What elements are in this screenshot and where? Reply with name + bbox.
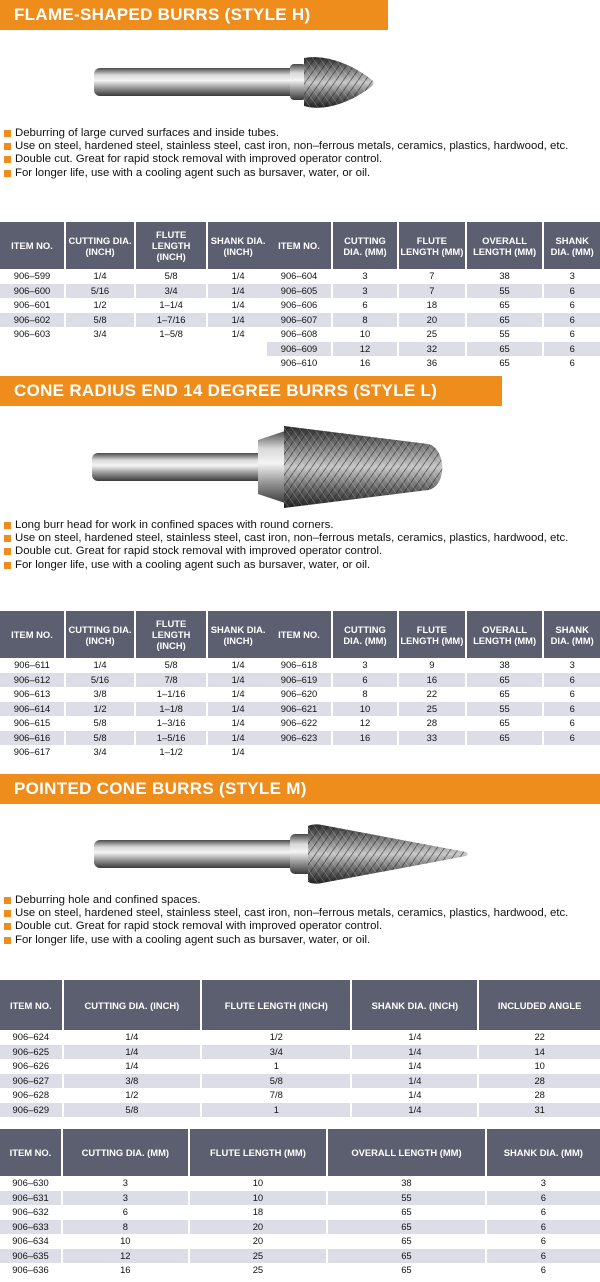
cell: 906–618 [280,659,318,670]
cell: 1/4 [231,688,245,699]
cell: 1/4 [208,284,268,299]
feature-item: Use on steel, hardened steel, stainless steel, cast iron, non–ferrous metals, ceramics, plastics, hardwood, etc. [2,907,590,920]
cell: 906–615 [13,717,51,728]
cell: 65 [328,1249,485,1264]
cell: 906–625 [0,1045,62,1060]
table-row [0,745,268,760]
table-row [267,313,600,328]
cell: 906–616 [0,731,64,746]
cell: 906–632 [12,1206,49,1217]
cell: 1/4 [352,1045,477,1060]
cell: 6 [544,284,600,299]
col-header: SHANK DIA. (MM) [487,1129,600,1176]
cell: 16 [120,1264,131,1275]
table-row [267,658,600,673]
col-header: CUTTING DIA. (MM) [333,611,397,658]
cell: 65 [328,1220,485,1235]
cell: 14 [479,1045,600,1060]
cell: 3 [362,270,368,281]
cell: 65 [499,299,510,310]
cell: 5/8 [66,731,134,746]
cell: 7 [399,284,465,299]
cell: 906–614 [0,702,64,717]
cell: 6 [569,299,575,310]
cell: 6 [544,702,600,717]
table-row [267,269,600,284]
cell: 55 [499,328,510,339]
cell: 5/16 [66,673,134,688]
cell: 906–600 [0,284,64,299]
table-row [0,1249,600,1264]
table-row [0,269,268,284]
cell: 906–611 [14,659,50,670]
feature-list-style-l [2,519,590,572]
cell: 1–7/16 [136,313,206,328]
cell: 25 [190,1249,326,1264]
cell: 1/4 [231,299,245,310]
cell: 5/8 [202,1074,350,1089]
cell: 1–1/2 [159,746,183,757]
col-header: CUTTING DIA. (MM) [333,222,397,269]
table-row [0,1074,600,1089]
cell: 12 [333,342,397,357]
col-header: ITEM NO. [0,980,62,1030]
feature-item: Use on steel, hardened steel, stainless steel, cast iron, non–ferrous metals, ceramics, plastics, hardwood, etc. [2,140,590,153]
cell: 6 [569,717,575,728]
cell: 7 [429,270,435,281]
cell: 25 [252,1264,264,1275]
flame-burr-icon [90,44,375,120]
table-row [0,1103,600,1118]
cell: 906–629 [0,1103,62,1118]
cone-radius-burr-icon [88,420,450,514]
cell: 1/4 [408,1089,422,1100]
table-row [0,298,268,313]
cell: 1–5/16 [136,731,206,746]
table-row [0,1045,600,1060]
cell: 6 [544,313,600,328]
col-header: ITEM NO. [267,611,331,658]
cell: 1/4 [208,702,268,717]
table-row [0,702,268,717]
cell: 3 [362,659,368,670]
cell: 3/4 [136,284,206,299]
cell: 5/8 [164,270,178,281]
cell: 6 [122,1206,128,1217]
cell: 906–635 [0,1249,61,1264]
cell: 906–626 [12,1060,50,1071]
feature-item: Double cut. Great for rapid stock removal with improved operator control. [2,545,590,558]
table-row [267,731,600,746]
col-header: FLUTE LENGTH (INCH) [136,222,206,269]
table-row [267,702,600,717]
table-row [0,1234,600,1249]
cell: 906–630 [12,1177,49,1188]
cell: 1/4 [231,717,245,728]
cell: 906–613 [13,688,51,699]
cell: 906–604 [280,270,318,281]
cell: 906–608 [280,328,318,339]
cell: 906–606 [280,299,318,310]
cell: 906–633 [0,1220,61,1235]
cell: 1/4 [93,270,107,281]
cell: 1/4 [64,1045,201,1060]
col-header: SHANK DIA. (INCH) [352,980,477,1030]
cell: 1/4 [231,270,245,281]
col-header: ITEM NO. [0,611,64,658]
cell: 906–621 [267,702,331,717]
cell: 25 [426,328,438,339]
cell: 12 [359,717,371,728]
cell: 9 [429,659,435,670]
cell: 1/4 [231,659,245,670]
cell: 10 [120,1235,131,1246]
feature-item: Double cut. Great for rapid stock removal with improved operator control. [2,153,590,166]
col-header: SHANK DIA. (INCH) [208,611,268,658]
feature-item: Long burr head for work in confined spaces with round corners. [2,519,590,532]
cell: 5/16 [66,284,134,299]
cell: 8 [333,313,397,328]
cell: 5/8 [93,717,107,728]
cell: 65 [467,673,543,688]
cell: 906–610 [280,357,318,368]
cell: 1/2 [66,702,134,717]
cell: 6 [540,1264,546,1275]
feature-item: Deburring of large curved surfaces and inside tubes. [2,127,590,140]
cell: 6 [487,1249,600,1264]
cell: 3/4 [202,1045,350,1060]
col-header: OVERALL LENGTH (MM) [328,1129,485,1176]
cell: 1/4 [208,673,268,688]
section-title-style-m: POINTED CONE BURRS (STYLE M) [0,774,600,804]
cell: 5/8 [64,1103,201,1118]
col-header: CUTTING DIA. (MM) [63,1129,188,1176]
cell: 906–603 [13,328,51,339]
cell: 6 [540,1206,546,1217]
cell: 6 [362,299,368,310]
cell: 18 [252,1206,264,1217]
cell: 3/8 [93,688,107,699]
table-row [267,716,600,731]
cell: 16 [359,357,371,368]
col-header: SHANK DIA. (MM) [544,611,600,658]
cell: 1/4 [352,1074,477,1089]
table-row [0,313,268,328]
cell: 65 [401,1235,412,1246]
cell: 12 [63,1249,188,1264]
cell: 6 [569,688,575,699]
cell: 3/4 [93,328,107,339]
cell: 8 [362,688,368,699]
cell: 65 [401,1206,412,1217]
spec-table-mm-style-h [265,222,600,371]
col-header: FLUTE LENGTH (INCH) [136,611,206,658]
cell: 7/8 [136,673,206,688]
cell: 6 [569,357,575,368]
cell: 65 [467,313,543,328]
table-row [0,658,268,673]
table-row [0,1205,600,1220]
cell: 906–623 [267,731,331,746]
cell: 906–628 [12,1089,50,1100]
cell: 3 [122,1177,128,1188]
feature-list-style-h [2,127,590,180]
cell: 906–601 [13,299,51,310]
col-header: CUTTING DIA. (INCH) [66,611,134,658]
cell: 10 [333,702,397,717]
cell: 3 [333,284,397,299]
table-row [0,1059,600,1074]
cell: 906–599 [13,270,51,281]
cell: 906–612 [0,673,64,688]
table-row [0,1220,600,1235]
table-row [0,284,268,299]
cell: 1/4 [231,746,245,757]
cell: 906–631 [0,1191,61,1206]
cell: 10 [252,1177,264,1188]
cell: 25 [399,702,465,717]
cell: 906–605 [267,284,331,299]
cell: 7/8 [269,1089,283,1100]
table-row [267,673,600,688]
cell: 31 [479,1103,600,1118]
cell: 28 [534,1089,545,1100]
cell: 3 [569,270,575,281]
cell: 55 [467,284,543,299]
spec-table-mm-style-m [0,1129,600,1278]
col-header: OVERALL LENGTH (MM) [467,611,543,658]
cell: 33 [399,731,465,746]
cell: 6 [544,342,600,357]
feature-item: For longer life, use with a cooling agent such as bursaver, water, or oil. [2,167,590,180]
feature-item: Use on steel, hardened steel, stainless steel, cast iron, non–ferrous metals, ceramics, plastics, hardwood, etc. [2,532,590,545]
section-title-style-l: CONE RADIUS END 14 DEGREE BURRS (STYLE L) [0,376,502,406]
feature-list-style-m [2,894,590,947]
table-row [0,1263,600,1278]
cell: 32 [399,342,465,357]
cell: 3 [569,659,575,670]
spec-table-inch-style-l [0,611,270,760]
cell: 6 [487,1191,600,1206]
cell: 3/8 [64,1074,201,1089]
table-row [267,284,600,299]
cell: 16 [399,673,465,688]
cell: 1/4 [231,328,245,339]
cell: 906–602 [0,313,64,328]
table-row [0,327,268,342]
cell: 6 [487,1220,600,1235]
cell: 1/4 [408,1031,422,1042]
cell: 906–622 [280,717,318,728]
cell: 55 [328,1191,485,1206]
table-row [267,356,600,371]
cell: 10 [359,328,371,339]
cell: 38 [499,270,510,281]
cell: 20 [252,1235,264,1246]
col-header: FLUTE LENGTH (INCH) [202,980,350,1030]
feature-item: For longer life, use with a cooling agent such as bursaver, water, or oil. [2,934,590,947]
cell: 1–3/16 [156,717,186,728]
col-header: SHANK DIA. (MM) [544,222,600,269]
cell: 3 [540,1177,546,1188]
table-row [0,731,268,746]
cell: 5/8 [164,659,178,670]
cell: 1/4 [352,1103,477,1118]
cell: 65 [467,342,543,357]
section-title-style-h: FLAME-SHAPED BURRS (STYLE H) [0,0,388,30]
cell: 906–619 [267,673,331,688]
table-row [0,1176,600,1191]
cell: 38 [499,659,510,670]
cell: 16 [333,731,397,746]
table-row [0,1191,600,1206]
cell: 1 [202,1103,350,1118]
cell: 1/4 [125,1060,139,1071]
col-header: FLUTE LENGTH (MM) [399,222,465,269]
cell: 65 [499,357,510,368]
cell: 10 [534,1060,545,1071]
spec-table-inch-style-h [0,222,270,342]
cell: 1/4 [125,1031,139,1042]
table-row [0,673,268,688]
cell: 1/2 [93,299,107,310]
col-header: SHANK DIA. (INCH) [208,222,268,269]
table-row [267,298,600,313]
col-header: INCLUDED ANGLE [479,980,600,1030]
cell: 1/4 [208,313,268,328]
cell: 28 [479,1074,600,1089]
cell: 906–624 [12,1031,50,1042]
cell: 906–627 [0,1074,62,1089]
cell: 3/4 [93,746,107,757]
cell: 20 [190,1220,326,1235]
table-row [0,687,268,702]
cell: 1/4 [208,731,268,746]
col-header: CUTTING DIA. (INCH) [66,222,134,269]
cell: 906–636 [12,1264,49,1275]
col-header: OVERALL LENGTH (MM) [467,222,543,269]
cell: 1/2 [269,1031,283,1042]
cell: 65 [499,688,510,699]
cell: 55 [467,702,543,717]
cell: 28 [426,717,438,728]
spec-table-mm-style-l [265,611,600,745]
cell: 22 [426,688,438,699]
pointed-cone-burr-icon [90,820,470,888]
cell: 906–617 [13,746,51,757]
col-header: FLUTE LENGTH (MM) [190,1129,326,1176]
col-header: CUTTING DIA. (INCH) [64,980,201,1030]
cell: 1–1/16 [156,688,186,699]
cell: 1 [273,1060,279,1071]
cell: 6 [540,1235,546,1246]
col-header: ITEM NO. [0,1129,61,1176]
cell: 8 [63,1220,188,1235]
cell: 1–1/4 [159,299,183,310]
spec-table-inch-style-m [0,980,600,1117]
cell: 1/4 [93,659,107,670]
cell: 18 [426,299,438,310]
cell: 65 [499,717,510,728]
cell: 1/4 [408,1060,422,1071]
cell: 65 [401,1264,412,1275]
feature-item: Deburring hole and confined spaces. [2,894,590,907]
cell: 36 [426,357,438,368]
cell: 1/2 [125,1089,139,1100]
cell: 906–607 [267,313,331,328]
cell: 906–634 [12,1235,49,1246]
cell: 65 [467,731,543,746]
feature-item: For longer life, use with a cooling agent such as bursaver, water, or oil. [2,559,590,572]
table-row [267,687,600,702]
cell: 22 [534,1031,545,1042]
cell: 1–1/8 [136,702,206,717]
feature-item: Double cut. Great for rapid stock removal with improved operator control. [2,920,590,933]
cell: 6 [333,673,397,688]
cell: 3 [63,1191,188,1206]
cell: 10 [190,1191,326,1206]
table-row [0,1030,600,1045]
table-row [0,1088,600,1103]
cell: 6 [544,731,600,746]
cell: 906–620 [280,688,318,699]
cell: 20 [399,313,465,328]
table-row [0,716,268,731]
cell: 6 [544,673,600,688]
cell: 38 [401,1177,412,1188]
col-header: FLUTE LENGTH (MM) [399,611,465,658]
col-header: ITEM NO. [0,222,64,269]
cell: 906–609 [267,342,331,357]
cell: 5/8 [66,313,134,328]
cell: 1–5/8 [159,328,183,339]
cell: 6 [569,328,575,339]
col-header: ITEM NO. [267,222,331,269]
table-row [267,327,600,342]
table-row [267,342,600,357]
